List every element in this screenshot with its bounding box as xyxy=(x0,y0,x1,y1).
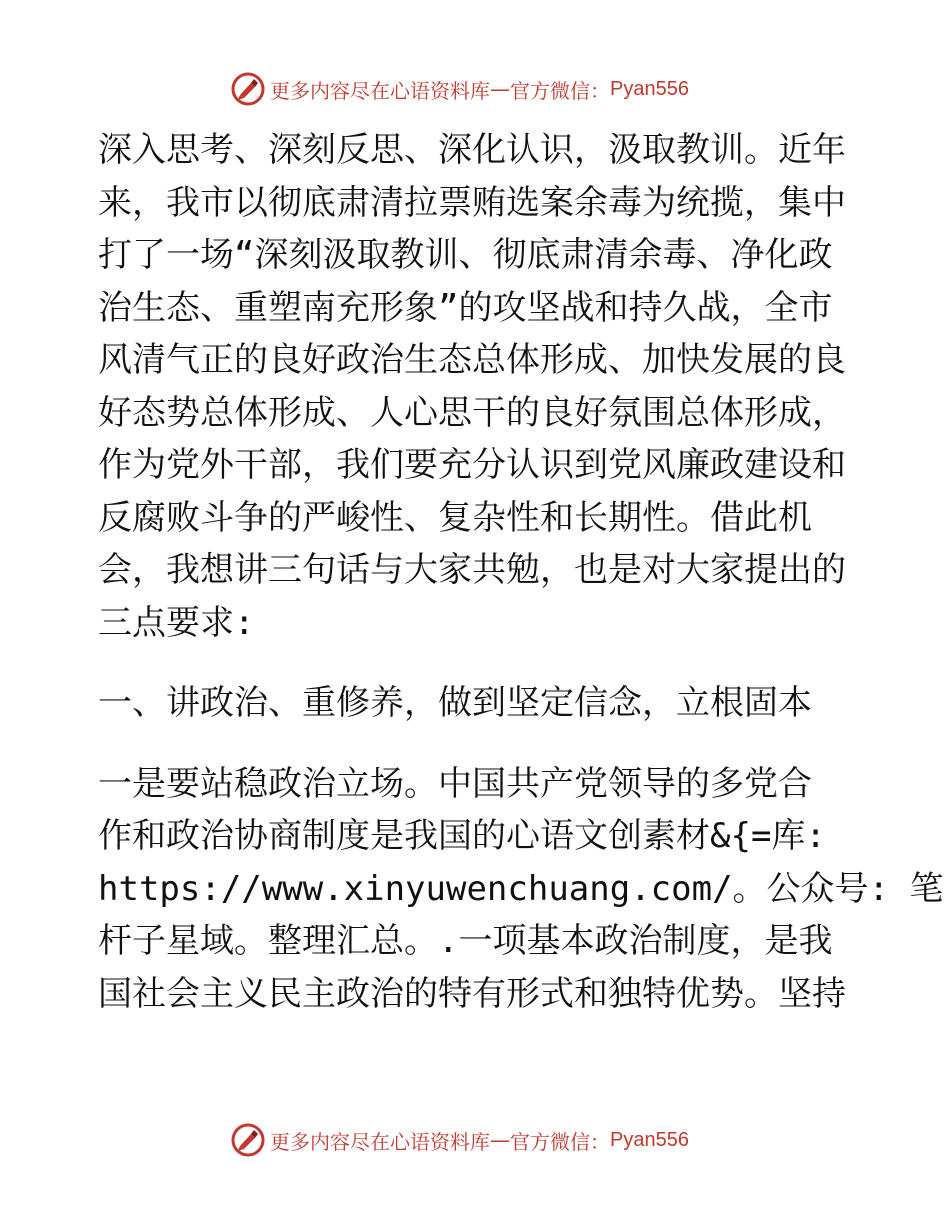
document-body xyxy=(98,124,944,1020)
text-line: 好态势总体形成、人心思干的良好氛围总体形成， xyxy=(98,392,846,433)
text-line: 作和政治协商制度是我国的心语文创素材&{=库: xyxy=(98,816,826,856)
text-line: 三点要求: xyxy=(98,602,255,643)
paragraph-gap xyxy=(98,730,858,758)
banner-wechat-label: 官方微信： xyxy=(510,78,610,103)
section-heading: 一、讲政治、重修养，做到坚定信念，立根固本 xyxy=(98,683,812,723)
text-line: 风清气正的良好政治生态总体形成、加快发展的良 xyxy=(98,340,846,380)
banner-dash: — xyxy=(490,77,510,101)
banner-wechat-label: 官方微信： xyxy=(510,1129,610,1154)
banner-text: 更多内容尽在心语资料库 xyxy=(270,1129,490,1154)
text-line: 作为党外干部，我们要充分认识到党风廉政建设和 xyxy=(98,445,846,485)
text-line: 反腐败斗争的严峻性、复杂性和长期性。借此机 xyxy=(98,497,812,538)
text-line: 国社会主义民主政治的特有形式和独特优势。坚持 xyxy=(98,973,846,1014)
text-line: 一是要站稳政治立场。中国共产党领导的多党合 xyxy=(98,763,812,804)
banner-wechat-id: Pyan556 xyxy=(610,1128,689,1151)
text-line: 打了一场“深刻汲取教训、彻底肃清余毒、净化政 xyxy=(98,235,833,275)
pen-logo-icon xyxy=(230,1122,266,1158)
pen-logo-icon xyxy=(230,71,266,107)
banner-dash: — xyxy=(490,1128,510,1152)
text-line: 会，我想讲三句话与大家共勉，也是对大家提出的 xyxy=(98,550,846,590)
text-line: https://www.xinyuwenchuang.com/。公众号: 笔 xyxy=(98,868,944,909)
text-line: 深入思考、深刻反思、深化认识，汲取教训。近年 xyxy=(98,130,846,170)
text-line: 来，我市以彻底肃清拉票贿选案余毒为统揽，集中 xyxy=(98,182,846,223)
banner-wechat-id: Pyan556 xyxy=(610,77,689,100)
text-line: 治生态、重塑南充形象”的攻坚战和持久战，全市 xyxy=(98,287,833,328)
paragraph-gap xyxy=(98,649,858,677)
header-banner xyxy=(230,71,750,107)
banner-text: 更多内容尽在心语资料库 xyxy=(270,78,490,103)
text-line: 杆子星域。整理汇总。.一项基本政治制度，是我 xyxy=(98,921,833,961)
footer-banner xyxy=(230,1122,750,1158)
